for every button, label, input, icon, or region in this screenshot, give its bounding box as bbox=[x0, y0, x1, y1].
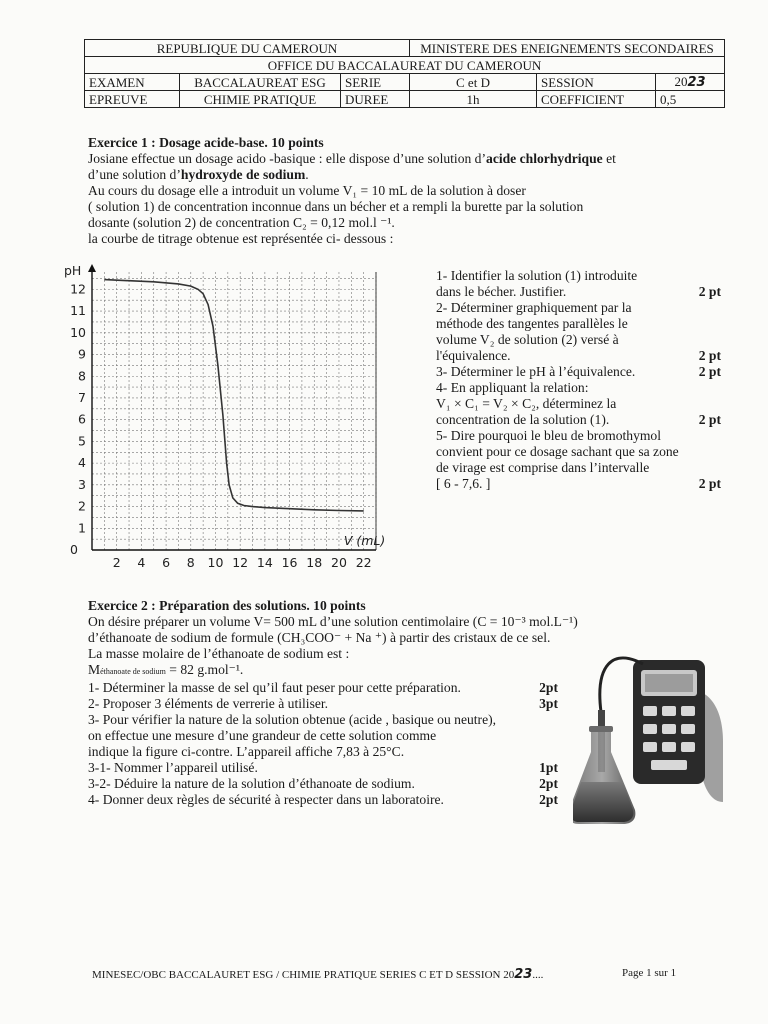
y-tick-label: 10 bbox=[70, 324, 86, 340]
epreuve-value: CHIMIE PRATIQUE bbox=[180, 91, 341, 108]
ex2-question-line bbox=[88, 728, 558, 744]
x-tick-label: 6 bbox=[162, 555, 171, 570]
ex2-question-line bbox=[88, 712, 558, 728]
ex1-line-5: dosante (solution 2) de concentration C₂ = 0,12 mol.l ⁻¹. bbox=[88, 215, 395, 230]
x-tick-label: 20 bbox=[331, 555, 347, 570]
y-axis-label: pH bbox=[64, 263, 82, 278]
ex1-line-1: Josiane effectue un dosage acido -basique : elle dispose d’une solution d’acide chlorhydrique et bbox=[88, 151, 616, 166]
y-tick-labels bbox=[70, 281, 86, 535]
question-points: 2pt bbox=[539, 792, 558, 807]
question-points: 3pt bbox=[539, 696, 558, 711]
question-points: 2 pt bbox=[698, 476, 721, 491]
serie-value: C et D bbox=[410, 74, 537, 91]
ex2-title: Exercice 2 : Préparation des solutions. 10 points bbox=[88, 598, 366, 613]
y-tick-label: 5 bbox=[78, 433, 86, 449]
question-text: 4- En appliquant la relation: bbox=[436, 380, 589, 395]
y-axis-arrow bbox=[88, 264, 96, 272]
y-tick-label: 4 bbox=[78, 455, 86, 471]
session-label: SESSION bbox=[537, 74, 656, 91]
footer bbox=[92, 967, 677, 982]
footer-dots: .... bbox=[532, 969, 544, 981]
question-text: 3- Pour vérifier la nature de la solution obtenue (acide , basique ou neutre), bbox=[88, 712, 497, 727]
question-text: de virage est comprise dans l’intervalle bbox=[436, 460, 650, 475]
y-zero-label: 0 bbox=[70, 542, 78, 557]
question-text: 3-2- Déduire la nature de la solution d’éthanoate de sodium. bbox=[88, 776, 415, 791]
ex1-question-line bbox=[436, 348, 721, 364]
ex1-question-line bbox=[436, 444, 721, 460]
ex1-question-line bbox=[436, 268, 721, 284]
ex1-question-line bbox=[436, 396, 721, 412]
ex1-line-4: ( solution 1) de concentration inconnue dans un bécher et a rempli la burette par la solution bbox=[88, 199, 584, 214]
question-points: 2 pt bbox=[698, 412, 721, 427]
titration-chart bbox=[62, 262, 407, 572]
question-points: 1pt bbox=[539, 760, 558, 775]
ex1-question-line bbox=[436, 284, 721, 300]
x-tick-label: 14 bbox=[256, 555, 273, 570]
office: OFFICE DU BACCALAUREAT DU CAMEROUN bbox=[85, 57, 725, 74]
ex2-line-1: On désire préparer un volume V= 500 mL d’une solution centimolaire (C = 10⁻³ mol.L⁻¹) bbox=[88, 614, 578, 629]
exercise-2-questions bbox=[88, 680, 558, 808]
y-tick-label: 8 bbox=[78, 368, 86, 384]
chart-axes bbox=[88, 264, 376, 550]
header-table bbox=[84, 39, 725, 108]
ex1-question-line bbox=[436, 476, 721, 492]
ex2-question-line bbox=[88, 792, 558, 808]
ex1-line-6: la courbe de titrage obtenue est représentée ci- dessous : bbox=[88, 231, 394, 246]
ex1-question-line bbox=[436, 428, 721, 444]
footer-session-hand: 23 bbox=[514, 967, 533, 982]
ex2-question-line bbox=[88, 760, 558, 776]
coef-label: COEFFICIENT bbox=[537, 91, 656, 108]
question-text: l'équivalence. bbox=[436, 348, 511, 363]
session-handwritten: 23 bbox=[687, 75, 706, 90]
x-axis-label: V (mL) bbox=[343, 533, 386, 548]
ex1-question-line bbox=[436, 412, 721, 428]
y-tick-label: 1 bbox=[78, 520, 86, 536]
question-text: volume V₂ de solution (2) versé à bbox=[436, 332, 619, 347]
ex1-line-3: Au cours du dosage elle a introduit un volume V₁ = 10 mL de la solution à doser bbox=[88, 183, 526, 198]
ex2-line-4: Méthanoate de sodium = 82 g.mol⁻¹. bbox=[88, 662, 244, 677]
examen-value: BACCALAUREAT ESG bbox=[180, 74, 341, 91]
ex1-question-line bbox=[436, 300, 721, 316]
examen-label: EXAMEN bbox=[85, 74, 180, 91]
chart-grid bbox=[92, 272, 376, 550]
question-text: 3-1- Nommer l’appareil utilisé. bbox=[88, 760, 258, 775]
coef-value: 0,5 bbox=[656, 91, 725, 108]
titration-curve bbox=[104, 280, 363, 511]
ex2-question-line bbox=[88, 744, 558, 760]
y-tick-label: 12 bbox=[70, 281, 86, 297]
exercise-1 bbox=[88, 135, 728, 247]
question-text: dans le bécher. Justifier. bbox=[436, 284, 567, 299]
question-text: 1- Déterminer la masse de sel qu’il faut peser pour cette préparation. bbox=[88, 680, 461, 695]
question-points: 2pt bbox=[539, 680, 558, 695]
question-text: 1- Identifier la solution (1) introduite bbox=[436, 268, 638, 283]
y-tick-label: 2 bbox=[78, 498, 86, 514]
question-text: V₁ × C₁ = V₂ × C₂, déterminez la bbox=[436, 396, 617, 411]
country: REPUBLIQUE DU CAMEROUN bbox=[85, 40, 410, 57]
question-points: 2 pt bbox=[698, 284, 721, 299]
ex2-question-line bbox=[88, 776, 558, 792]
question-text: 2- Proposer 3 éléments de verrerie à utiliser. bbox=[88, 696, 329, 711]
question-text: 2- Déterminer graphiquement par la bbox=[436, 300, 632, 315]
y-tick-label: 11 bbox=[70, 303, 86, 319]
ex2-question-line bbox=[88, 680, 558, 696]
question-text: concentration de la solution (1). bbox=[436, 412, 610, 427]
ex1-title: Exercice 1 : Dosage acide-base. 10 points bbox=[88, 135, 324, 150]
serie-label: SERIE bbox=[341, 74, 410, 91]
question-points: 2 pt bbox=[698, 364, 721, 379]
y-tick-label: 9 bbox=[78, 346, 86, 362]
ex1-question-line bbox=[436, 316, 721, 332]
ex1-line-2: d’une solution d’hydroxyde de sodium. bbox=[88, 167, 309, 182]
x-tick-label: 10 bbox=[207, 555, 224, 570]
x-tick-label: 12 bbox=[232, 555, 249, 570]
question-text: 3- Déterminer le pH à l’équivalence. bbox=[436, 364, 636, 379]
session-value: 2023 bbox=[656, 74, 725, 91]
ex2-line-3: La masse molaire de l’éthanoate de sodium est : bbox=[88, 646, 350, 661]
epreuve-label: EPREUVE bbox=[85, 91, 180, 108]
y-tick-label: 3 bbox=[78, 476, 86, 492]
x-tick-label: 4 bbox=[137, 555, 146, 570]
question-text: [ 6 - 7,6. ] bbox=[436, 476, 491, 491]
ex2-line-2: d’éthanoate de sodium de formule (CH₃COO⁻ + Na ⁺) à partir des cristaux de ce sel. bbox=[88, 630, 551, 645]
x-tick-label: 16 bbox=[281, 555, 298, 570]
x-tick-label: 22 bbox=[355, 555, 372, 570]
footer-text: MINESEC/OBC BACCALAURET ESG / CHIMIE PRATIQUE SERIES C ET D SESSION 20 bbox=[92, 969, 515, 981]
page-number: Page 1 sur 1 bbox=[622, 967, 677, 979]
ex1-question-line bbox=[436, 380, 721, 396]
question-text: 4- Donner deux règles de sécurité à respecter dans un laboratoire. bbox=[88, 792, 444, 807]
question-text: 5- Dire pourquoi le bleu de bromothymol bbox=[436, 428, 662, 443]
exercise-2 bbox=[88, 598, 578, 808]
exercise-1-questions bbox=[436, 268, 721, 492]
question-text: on effectue une mesure d’une grandeur de cette solution comme bbox=[88, 728, 437, 743]
ex1-question-line bbox=[436, 332, 721, 348]
ex1-question-line bbox=[436, 460, 721, 476]
x-tick-labels bbox=[113, 555, 372, 570]
question-text: indique la figure ci-contre. L’appareil affiche 7,83 à 25°C. bbox=[88, 744, 405, 759]
y-tick-label: 7 bbox=[78, 389, 86, 405]
duree-value: 1h bbox=[410, 91, 537, 108]
question-text: méthode des tangentes parallèles le bbox=[436, 316, 628, 331]
x-tick-label: 18 bbox=[306, 555, 323, 570]
ex2-question-line bbox=[88, 696, 558, 712]
question-text: convient pour ce dosage sachant que sa zone bbox=[436, 444, 679, 459]
x-tick-label: 2 bbox=[112, 555, 121, 570]
question-points: 2pt bbox=[539, 776, 558, 791]
ministry: MINISTERE DES ENEIGNEMENTS SECONDAIRES bbox=[410, 40, 725, 57]
duree-label: DUREE bbox=[341, 91, 410, 108]
y-tick-label: 6 bbox=[78, 411, 86, 427]
ph-meter-photo bbox=[573, 652, 725, 832]
question-points: 2 pt bbox=[698, 348, 721, 363]
x-tick-label: 8 bbox=[186, 555, 195, 570]
ex1-question-line bbox=[436, 364, 721, 380]
